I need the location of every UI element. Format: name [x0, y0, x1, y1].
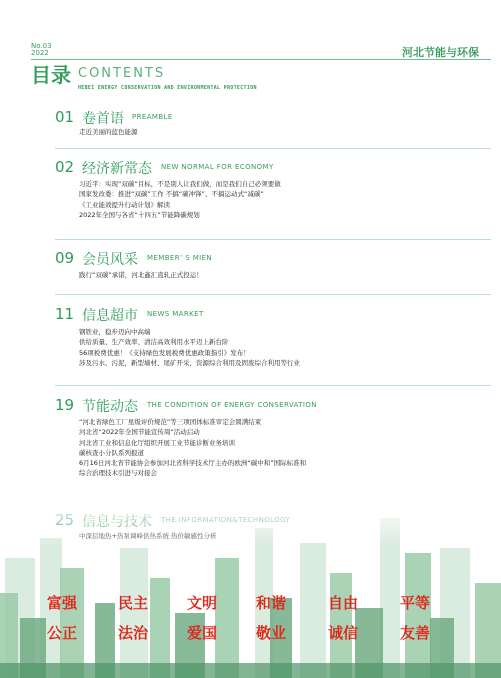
section-preamble — [55, 108, 491, 136]
issue-number — [31, 43, 52, 57]
toc-item[interactable]: 国家发改委：推进“双碳”工作 不搞“碳冲锋”、不搞运动式“减碳” — [79, 190, 264, 199]
section-divider — [55, 385, 491, 386]
toc-item[interactable]: 践行“双碳”承诺，河北鑫汇直轧正式投运！ — [79, 271, 203, 279]
slogan-word: 诚信 — [328, 624, 359, 642]
section-number: 19 — [55, 396, 75, 414]
slogan-word: 平等 — [400, 594, 431, 612]
section-number: 01 — [55, 108, 75, 126]
section-conservation — [55, 396, 491, 478]
section-number: 09 — [55, 249, 75, 267]
section-number: 11 — [55, 305, 75, 323]
toc-item[interactable]: 2022年全国与各省“十四五”节能降碳规划 — [79, 210, 200, 219]
toc-item[interactable]: 涉及污水、污泥，新型墙材、尾矿开采，资源综合利用及固废综合利用等行业 — [79, 358, 300, 367]
slogan-word: 法治 — [118, 624, 149, 642]
section-divider — [55, 239, 491, 240]
journal-title: 河北节能与环保 — [402, 46, 479, 59]
slogan-word: 文明 — [187, 594, 218, 612]
section-number: 02 — [55, 158, 75, 176]
section-economy — [55, 158, 491, 219]
issue-no: No.03 — [31, 42, 52, 50]
section-members — [55, 249, 491, 279]
city-skyline-illustration — [0, 498, 501, 678]
section-title: 节能动态 — [82, 399, 138, 415]
slogan-word: 民主 — [118, 594, 149, 612]
section-title-en: PREAMBLE — [132, 113, 173, 121]
toc-item[interactable]: 《工业能效提升行动计划》解读 — [79, 200, 170, 209]
toc-item[interactable]: 综合治理技术引进与对接会 — [79, 469, 157, 478]
section-title: 卷首语 — [82, 111, 124, 127]
toc-item[interactable]: 供给质量、生产效率、清洁高效利用水平迈上新台阶 — [79, 338, 229, 347]
toc-item[interactable]: 习近平：实现“双碳”目标，不是别人让我们做，而是我们自己必须要做 — [79, 180, 281, 188]
slogan-word: 自由 — [328, 594, 359, 612]
toc-item[interactable]: 钢铁业，稳步迈向中高端 — [79, 328, 151, 336]
section-title-en: THE CONDITION OF ENERGY CONSERVATION — [147, 401, 317, 409]
section-title: 经济新常态 — [82, 161, 152, 177]
contents-heading: CONTENTS — [78, 66, 166, 81]
slogan-word: 和谐 — [256, 594, 287, 612]
slogan-word: 公正 — [47, 624, 78, 642]
section-title: 会员风采 — [82, 252, 138, 268]
toc-item[interactable]: 56项税费优惠！《支持绿色发展税费优惠政策指引》发布！ — [79, 348, 250, 357]
section-title-en: MEMBER’ S MIEN — [147, 254, 213, 262]
slogan-word: 富强 — [47, 594, 78, 612]
section-title-en: NEW NORMAL FOR ECONOMY — [161, 163, 274, 171]
section-title: 信息超市 — [82, 308, 138, 324]
issue-year: 2022 — [31, 49, 49, 57]
toc-item[interactable]: 河北省工业和信息化厅组织开展工业节能诊断业务培训 — [79, 438, 235, 447]
section-divider — [55, 148, 491, 149]
section-title-en: NEWS MARKET — [147, 310, 204, 318]
toc-item[interactable]: 河北省“2022年全国节能宣传周”活动启动 — [79, 428, 200, 437]
section-news — [55, 305, 491, 367]
section-divider — [55, 294, 491, 295]
slogan-word: 爱国 — [187, 624, 218, 642]
slogan-word: 友善 — [400, 624, 431, 642]
slogan-word: 敬业 — [256, 624, 287, 642]
header-divider — [31, 59, 491, 60]
mulu-heading: 目录 — [31, 63, 71, 87]
journal-subtitle-en: HEBEI ENERGY CONSERVATION AND ENVIRONMENTAL PROTECTION — [78, 85, 257, 91]
toc-item[interactable]: 碳核查小分队系列报道 — [79, 448, 144, 457]
toc-item[interactable]: 6月16日河北省节能协会参加河北省科学技术厅主办的欧洲“碳中和”国际标准和 — [79, 459, 307, 468]
toc-item[interactable]: 走近美丽的蓝色能源 — [79, 128, 138, 136]
toc-item[interactable]: “河北省绿色工厂星级评价规范”等三项团体标准审定会圆满结束 — [79, 418, 262, 426]
